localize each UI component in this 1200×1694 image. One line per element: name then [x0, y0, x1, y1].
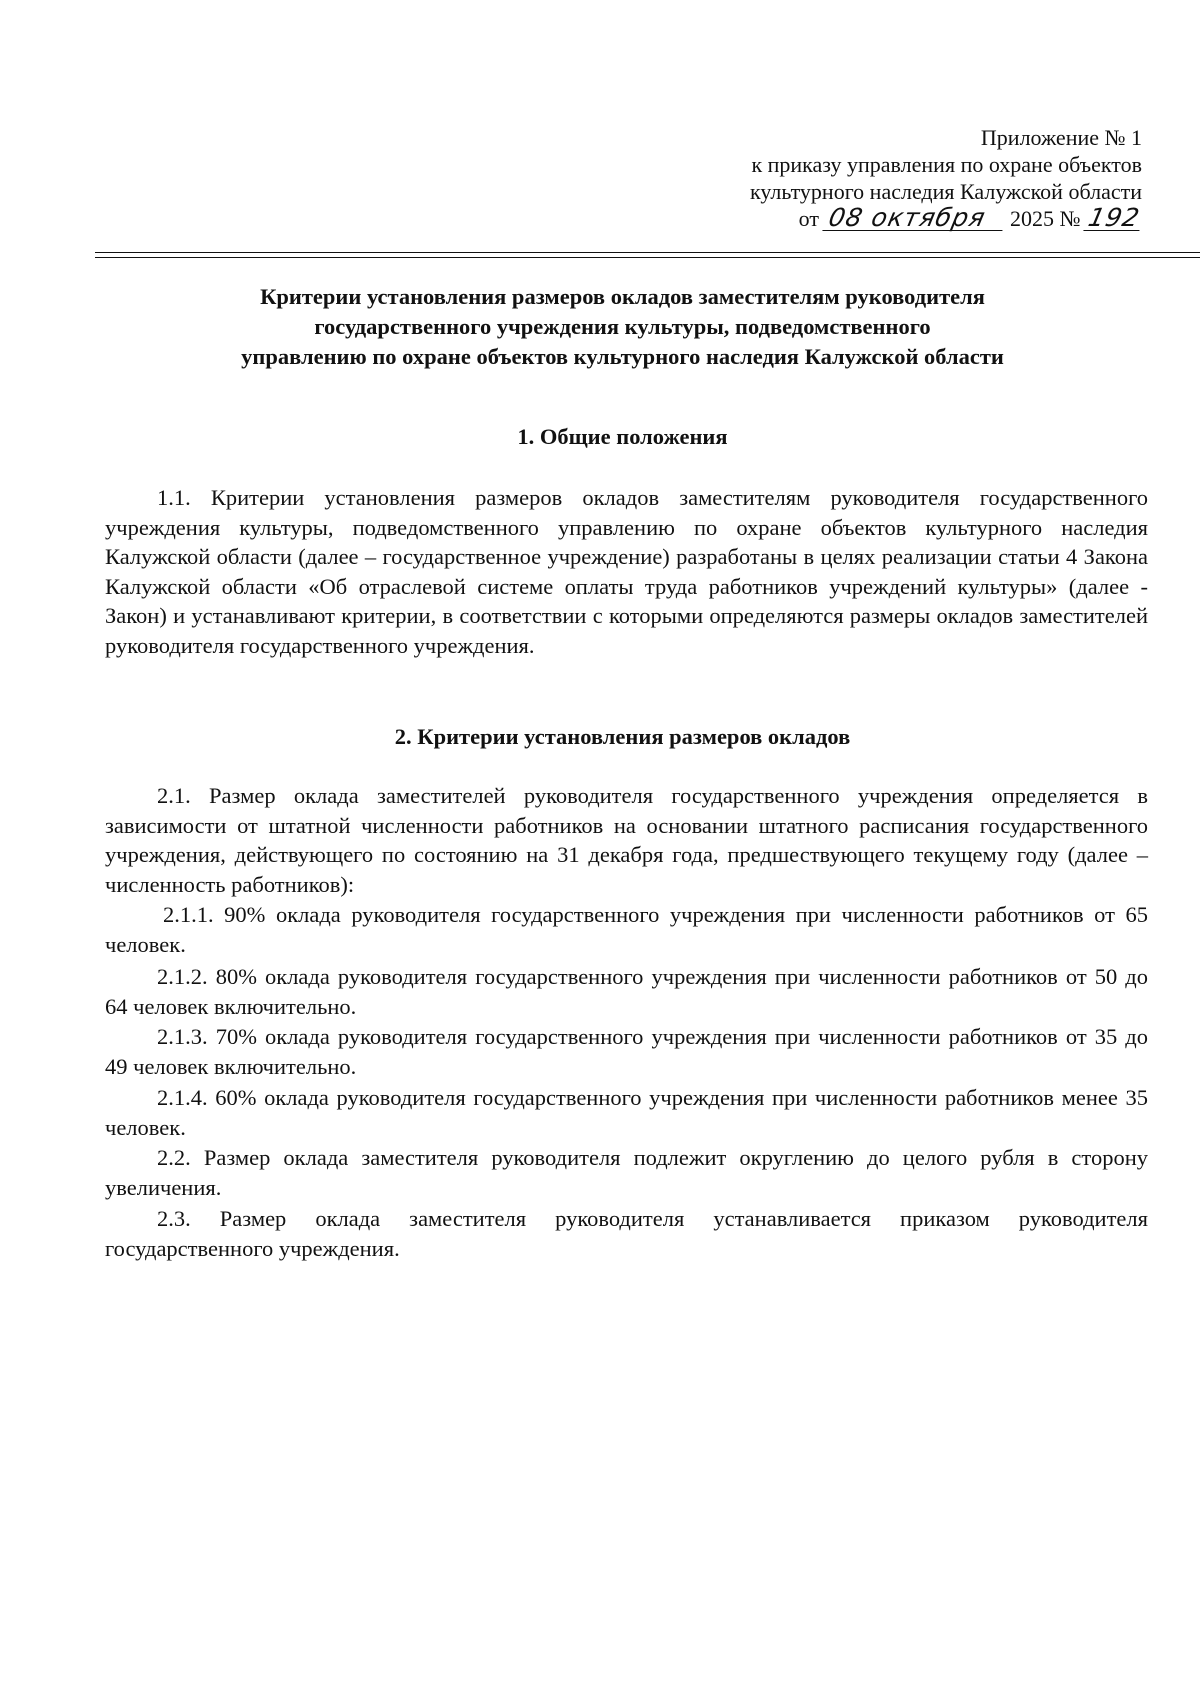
paragraph-1-1: 1.1. Критерии установления размеров окладов заместителям руководителя государственного учреждения культуры, подведомственного управлению по охране объектов культурного наследия Калужской области (далее – государственное учреждение) разработаны в целях реализации статьи 4 Закона Калужской области «Об отраслевой системе оплаты труда работников учреждений культуры» (далее - Закон) и устанавливают критерии, в соответствии с которыми определяются размеры окладов заместителей руководителя государственного учреждения. [105, 485, 1148, 658]
paragraph-2-3: 2.3. Размер оклада заместителя руководителя устанавливается приказом руководителя государственного учреждения. [105, 1206, 1148, 1261]
order-authority: культурного наследия Калужской области [750, 179, 1142, 204]
number-sign: № [1059, 206, 1081, 231]
order-reference: к приказу управления по охране объектов [751, 152, 1142, 177]
handwritten-date: 08 октября [822, 206, 1007, 231]
date-prefix: от [798, 206, 819, 231]
appendix-header [622, 124, 1142, 232]
section-heading-criteria: 2. Критерии установления размеров окладов [394, 724, 851, 749]
paragraph-2-1-3: 2.1.3. 70% оклада руководителя государственного учреждения при численности работников от 35 до 49 человек включительно. [105, 1024, 1148, 1079]
section-heading-general: 1. Общие положения [517, 424, 728, 449]
title-line-2: государственного учреждения культуры, подведомственного [314, 314, 931, 339]
paragraph-2-1-1: 2.1.1. 90% оклада руководителя государственного учреждения при численности работников от 65 человек. [105, 902, 1148, 957]
paragraph-2-1-2: 2.1.2. 80% оклада руководителя государственного учреждения при численности работников от 50 до 64 человек включительно. [105, 964, 1148, 1019]
handwritten-order-number: 192 [1083, 206, 1144, 231]
document-title [95, 282, 1150, 372]
header-divider-bottom [95, 257, 1200, 258]
paragraph-2-1-4: 2.1.4. 60% оклада руководителя государственного учреждения при численности работников менее 35 человек. [105, 1085, 1148, 1140]
paragraph-2-1: 2.1. Размер оклада заместителей руководителя государственного учреждения определяется в зависимости от штатной численности работников на основании штатного расписания государственного учреждения, действующего по состоянию на 31 декабря года, предшествующего текущему году (далее – численность работников): [105, 783, 1148, 897]
title-line-1: Критерии установления размеров окладов заместителям руководителя [260, 284, 985, 309]
header-divider-top [95, 252, 1200, 253]
title-line-3: управлению по охране объектов культурного наследия Калужской области [241, 344, 1004, 369]
order-date-line [622, 205, 1142, 232]
paragraph-2-2: 2.2. Размер оклада заместителя руководителя подлежит округлению до целого рубля в сторону увеличения. [105, 1145, 1148, 1200]
date-year: 2025 [1010, 206, 1054, 231]
appendix-number: Приложение № 1 [980, 125, 1142, 150]
